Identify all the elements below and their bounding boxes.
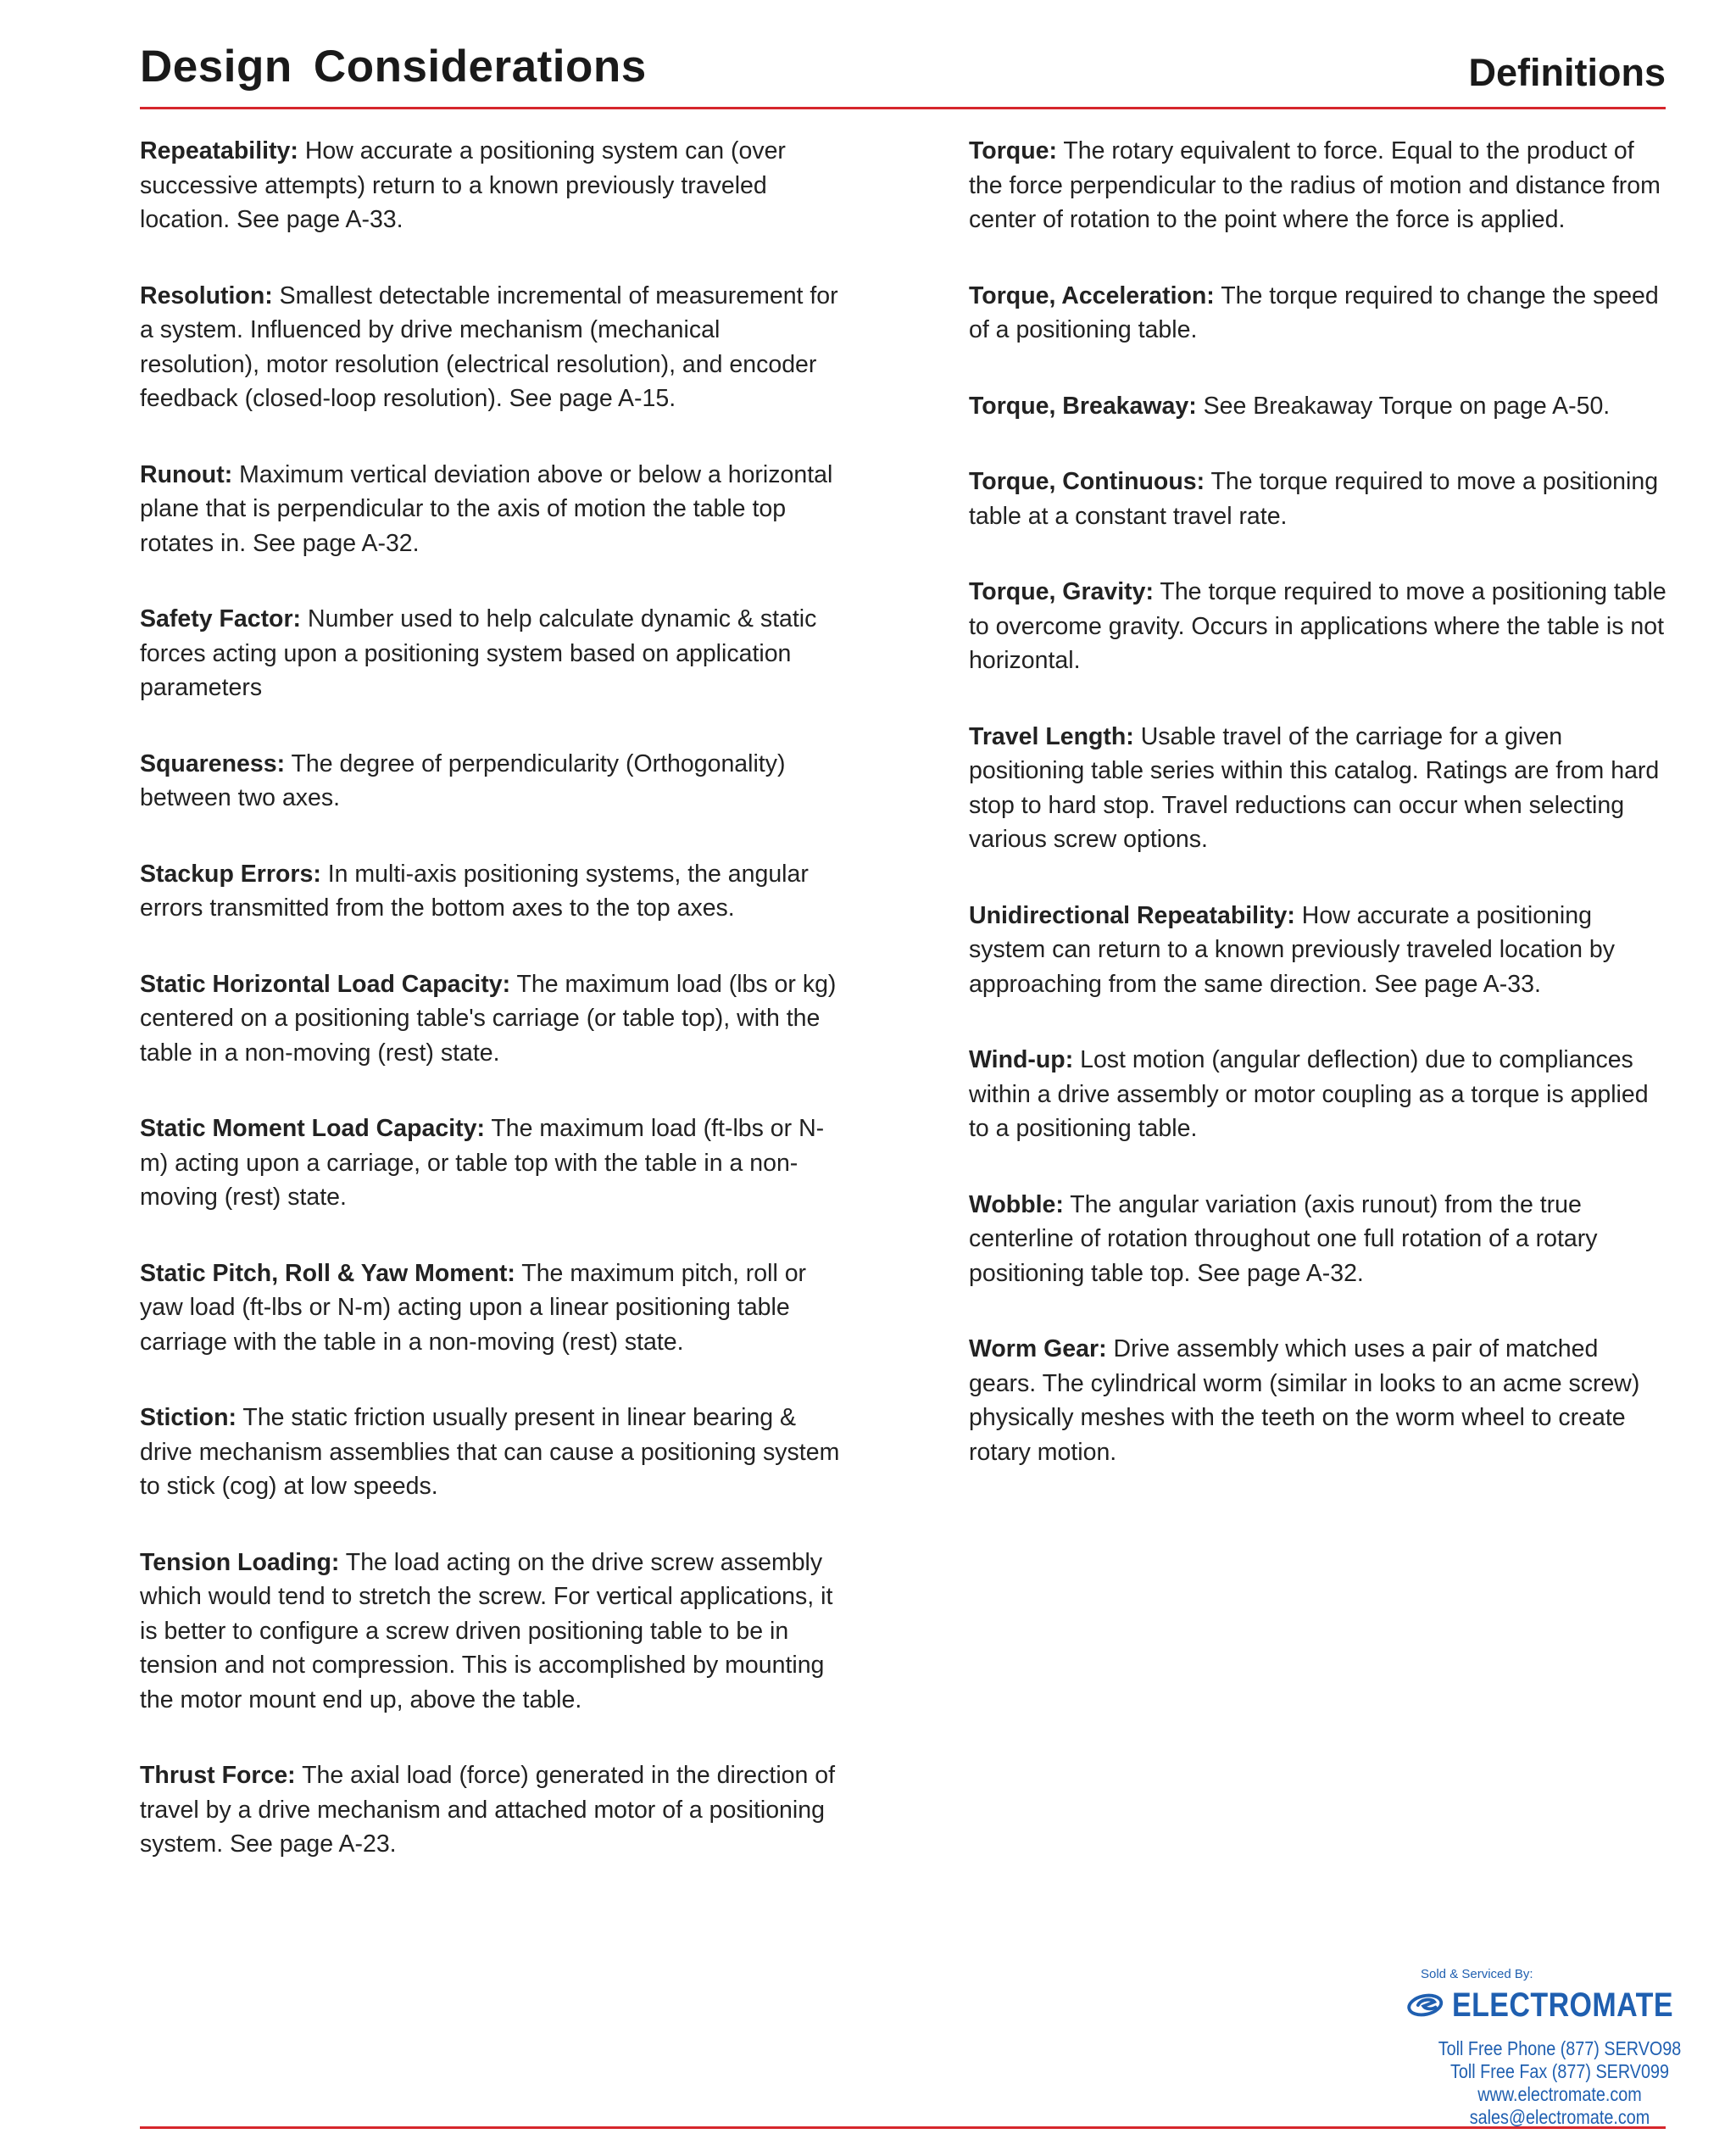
definition-item xyxy=(969,134,1668,237)
section-title: Definitions xyxy=(1468,51,1666,94)
definition-term: Tension Loading: xyxy=(140,1548,340,1576)
definition-item xyxy=(140,602,843,705)
definition-term: Torque, Continuous: xyxy=(969,468,1205,495)
definition-item xyxy=(969,1043,1668,1146)
definition-term: Wind-up: xyxy=(969,1046,1074,1073)
definition-text: The load acting on the drive screw assembly which would tend to stretch the screw. For vertical applications, it is better to configure a screw driven positioning table to be in tension and not compression. This is accomplished by mounting the motor mount end up, above the table. xyxy=(140,1548,833,1713)
left-definitions-column xyxy=(140,134,843,1903)
definition-text: Number used to help calculate dynamic & static forces acting upon a positioning system based on application parameters xyxy=(140,605,817,701)
definition-term: Resolution: xyxy=(140,281,273,309)
definition-item xyxy=(969,465,1668,533)
definition-term: Torque, Breakaway: xyxy=(969,392,1197,420)
toll-free-fax: Toll Free Fax (877) SERV099 xyxy=(1450,2060,1669,2082)
definition-item xyxy=(140,1758,843,1862)
definition-term: Repeatability: xyxy=(140,137,298,164)
definition-text: Smallest detectable incremental of measurement for a system. Influenced by drive mechanism (mechanical resolution), motor resolution (electrical resolution), and encoder feedback (closed-loop resolution). See page A-15. xyxy=(140,281,838,412)
definition-term: Static Pitch, Roll & Yaw Moment: xyxy=(140,1259,515,1287)
right-definitions-column xyxy=(969,134,1668,1511)
definition-item xyxy=(140,134,843,237)
page-title: Design Considerations xyxy=(140,42,647,92)
electromate-logo-block xyxy=(1407,1967,1712,2129)
definition-text: See Breakaway Torque on page A-50. xyxy=(1203,392,1611,420)
definition-item xyxy=(969,720,1668,857)
definition-term: Torque: xyxy=(969,137,1057,164)
definition-text: The rotary equivalent to force. Equal to the product of the force perpendicular to the radius of motion and distance from center of rotation to the point where the force is applied. xyxy=(969,137,1661,233)
definition-term: Travel Length: xyxy=(969,722,1134,750)
definition-text: How accurate a positioning system can (over successive attempts) return to a known previously traveled location. See page A-33. xyxy=(140,137,786,233)
definition-term: Thrust Force: xyxy=(140,1762,296,1789)
definition-item xyxy=(140,458,843,561)
definition-text: The torque required to change the speed of a positioning table. xyxy=(969,281,1659,343)
brand-row xyxy=(1407,1985,1712,2025)
definition-text: The maximum load (ft-lbs or N-m) acting upon a carriage, or table top with the table in a non-moving (rest) state. xyxy=(140,1115,825,1211)
definition-term: Static Horizontal Load Capacity: xyxy=(140,970,511,998)
definition-text: The torque required to move a positioning table at a constant travel rate. xyxy=(969,468,1659,530)
definition-term: Squareness: xyxy=(140,749,286,777)
definition-text: The maximum load (lbs or kg) centered on a positioning table's carriage (or table top), with the table in a non-moving (rest) state. xyxy=(140,970,837,1067)
definition-term: Stackup Errors: xyxy=(140,860,321,888)
definition-item xyxy=(969,1332,1668,1469)
email-link[interactable]: sales@electromate.com xyxy=(1469,2106,1650,2128)
definition-text: The torque required to move a positioning table to overcome gravity. Occurs in applications where the table is not horizontal. xyxy=(969,578,1666,674)
brand-name: ELECTROMATE xyxy=(1452,1986,1673,2024)
definition-item xyxy=(140,1546,843,1718)
definition-item xyxy=(969,279,1668,348)
definition-term: Runout: xyxy=(140,460,233,488)
electromate-swoosh-icon xyxy=(1407,1985,1445,2025)
definition-text: Usable travel of the carriage for a given positioning table series within this catalog. Ratings are from hard stop to hard stop. Travel reductions can occur when selecting various screw options. xyxy=(969,722,1660,853)
definition-term: Worm Gear: xyxy=(969,1335,1107,1362)
definition-text: Maximum vertical deviation above or below a horizontal plane that is perpendicular to the axis of motion the table top rotates in. See page A-32. xyxy=(140,460,833,557)
definition-term: Stiction: xyxy=(140,1404,236,1431)
definition-text: The axial load (force) generated in the direction of travel by a drive mechanism and attached motor of a positioning system. See page A-23. xyxy=(140,1762,836,1858)
definition-text: The degree of perpendicularity (Orthogonality) between two axes. xyxy=(140,749,786,811)
definition-item xyxy=(140,1112,843,1215)
definition-item xyxy=(140,1256,843,1360)
sold-by-label: Sold & Serviced By: xyxy=(1421,1967,1533,1981)
definition-text: In multi-axis positioning systems, the angular errors transmitted from the bottom axes to the top axes. xyxy=(140,860,809,922)
definition-item xyxy=(969,1188,1668,1291)
definition-term: Static Moment Load Capacity: xyxy=(140,1115,485,1142)
website-link[interactable]: www.electromate.com xyxy=(1477,2083,1642,2105)
definition-term: Torque, Gravity: xyxy=(969,578,1155,605)
definition-term: Unidirectional Repeatability: xyxy=(969,901,1295,929)
definition-text: The maximum pitch, roll or yaw load (ft-lbs or N-m) acting upon a linear positioning table carriage with the table in a non-moving (rest) state. xyxy=(140,1259,807,1356)
toll-free-phone: Toll Free Phone (877) SERVO98 xyxy=(1438,2037,1682,2059)
definition-item xyxy=(140,857,843,926)
definition-term: Safety Factor: xyxy=(140,605,302,632)
definition-item xyxy=(140,279,843,416)
definition-item xyxy=(969,575,1668,678)
page-header xyxy=(140,34,1666,109)
definition-item xyxy=(140,967,843,1071)
definition-text: The angular variation (axis runout) from the true centerline of rotation throughout one full rotation of a rotary positioning table top. See page A-32. xyxy=(969,1190,1598,1287)
definition-text: Lost motion (angular deflection) due to compliances within a drive assembly or motor coupling as a torque is applied to a positioning table. xyxy=(969,1046,1649,1142)
definition-text: Drive assembly which uses a pair of matched gears. The cylindrical worm (similar in looks to an acme screw) physically meshes with the teeth on the worm wheel to create rotary motion. xyxy=(969,1335,1640,1466)
definition-item xyxy=(140,1401,843,1504)
definition-term: Wobble: xyxy=(969,1190,1064,1218)
definition-item xyxy=(140,747,843,816)
definition-text: How accurate a positioning system can return to a known previously traveled location by approaching from the same direction. See page A-33. xyxy=(969,901,1615,998)
definition-item xyxy=(969,899,1668,1002)
footer-rule xyxy=(140,2126,1666,2129)
contact-info xyxy=(1407,2037,1712,2129)
definition-item xyxy=(969,389,1668,424)
definition-term: Torque, Acceleration: xyxy=(969,281,1215,309)
definition-text: The static friction usually present in linear bearing & drive mechanism assemblies that can cause a positioning system to stick (cog) at low speeds. xyxy=(140,1404,840,1500)
